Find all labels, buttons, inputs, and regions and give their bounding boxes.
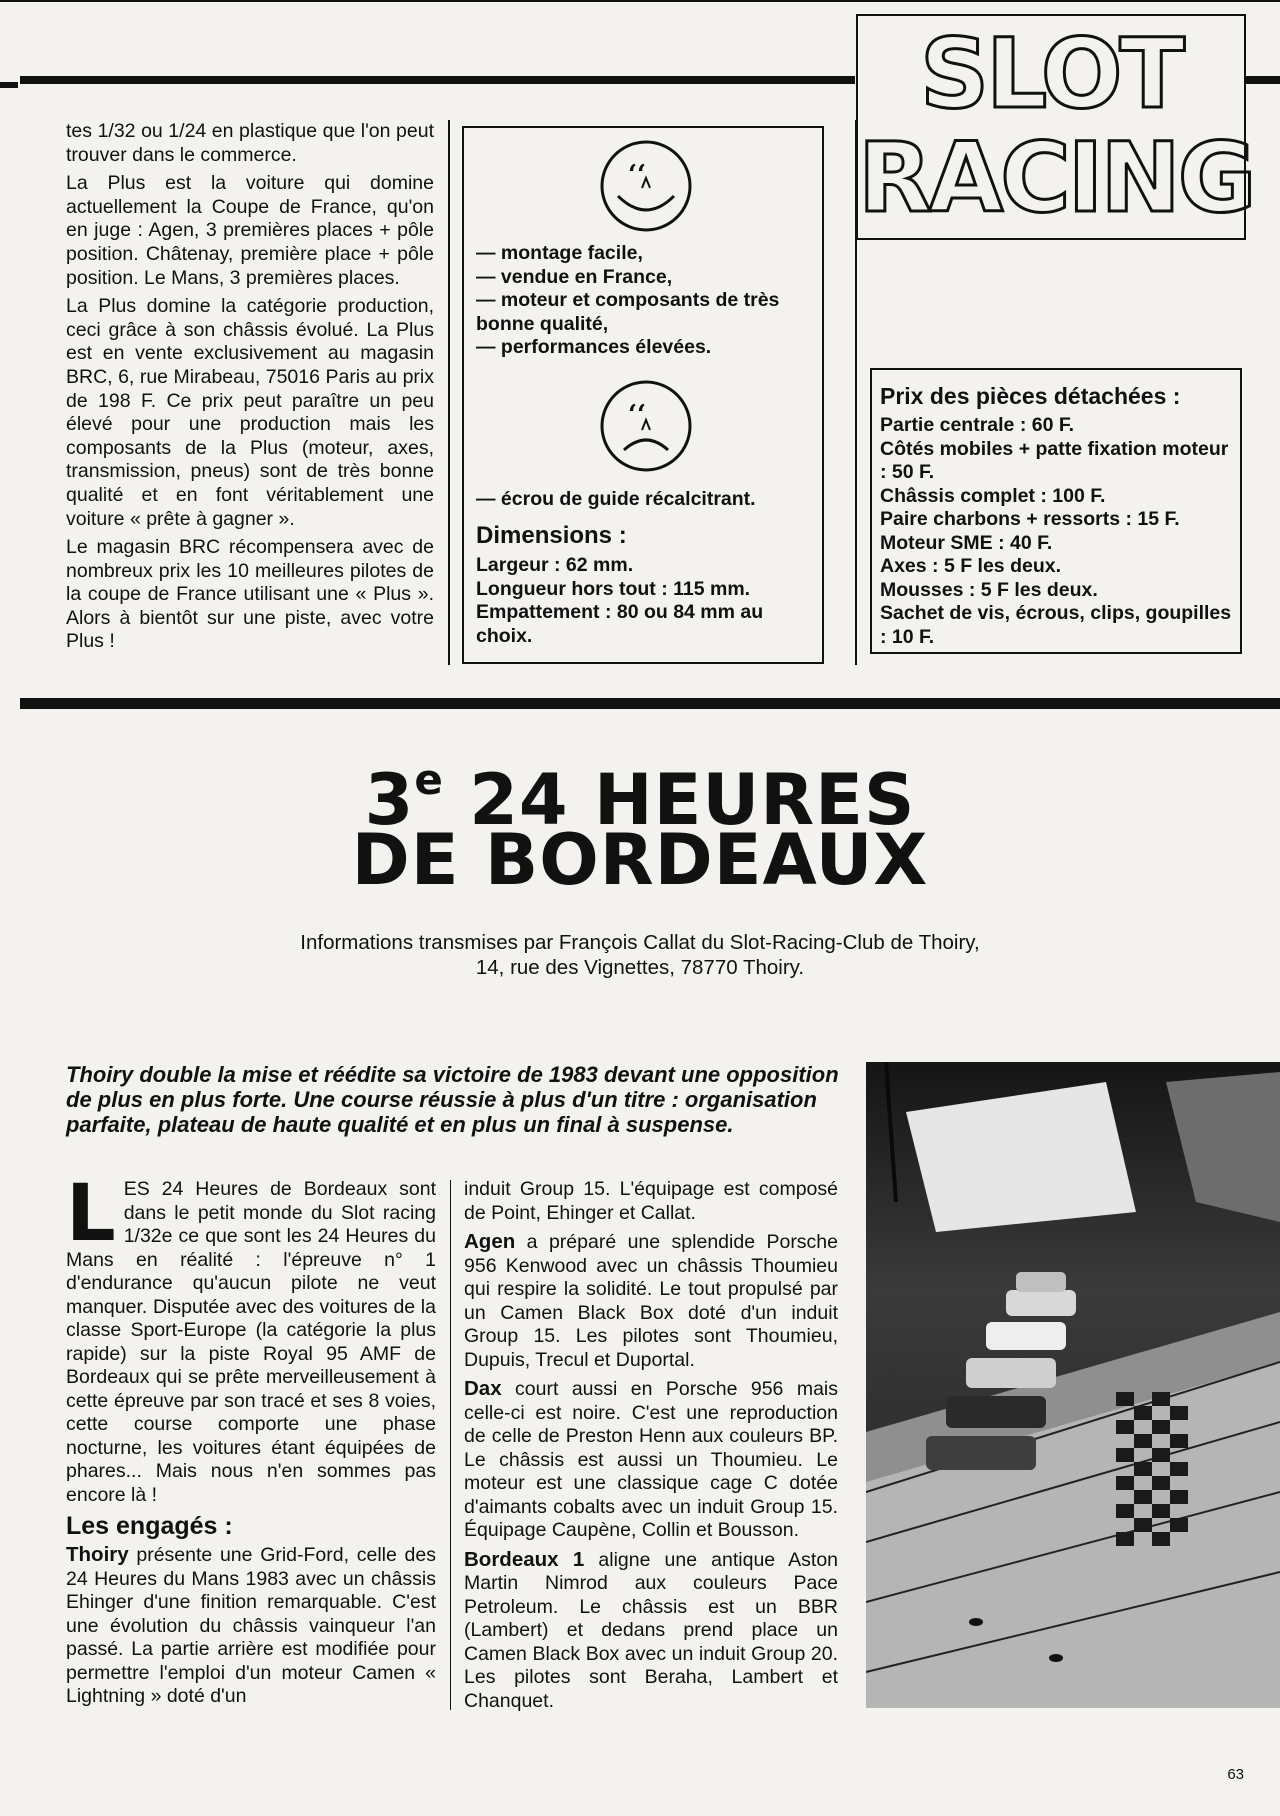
pro-item: — vendue en France, [476,265,673,288]
thoiry-keyword: Thoiry [66,1543,129,1566]
prix-item: Côtés mobiles + patte fixation moteur : 50 F. [880,437,1229,483]
drop-cap: L [66,1169,116,1259]
thoiry-text: présente une Grid-Ford, celle des 24 Heures du Mans 1983 avec un châssis Ehinger d'une finition remarquable. C'est une évolution du châssis vainqueur l'an passé. La partie arrière est modifiée pour permettre l'emploi d'un moteur Camen « Lightning » doté d'un [66,1544,436,1707]
dax-keyword: Dax [464,1377,502,1400]
pros-list [476,242,812,360]
article-lead: Thoiry double la mise et réédite sa victoire de 1983 devant une opposition de plus en plus forte. Une course réussie à plus d'un titre : organisation parfaite, plateau de haute qualité et en plus un final à suspense. [66,1062,839,1137]
dimensions-title: Dimensions : [476,522,627,549]
top-thin-rule [0,0,1280,2]
left-para-3: La Plus domine la catégorie production, ceci grâce à son châssis évolué. La Plus est en vente exclusivement au magasin BRC, 6, rue Mirabeau, 75016 Paris au prix de 198 F. Ce prix peut paraître un peu élevé pour une production mais les composants de la Plus (moteur, axes, transmission, pneus) sont de très bonne qualité et en font véritablement une voiture « prête à gagner ». [66,295,434,530]
article-title-line-2: DE BORDEAUX [351,819,929,901]
info-line-1: Informations transmises par François Callat du Slot-Racing-Club de Thoiry, [300,931,980,954]
agen-text: a préparé une splendide Porsche 956 Kenwood avec un châssis Thoumieu qui respire la solidité. Le tout propulsé par un Camen Black Box doté d'un induit Group 15. Les pilotes sont Thoumieu, Dupuis, Trecul et Duportal. [464,1231,838,1371]
prix-item: Sachet de vis, écrous, clips, goupilles : 10 F. [880,602,1232,648]
prix-item: Mousses : 5 F les deux. [880,578,1098,601]
column-divider-1 [448,120,450,665]
slot-track-photo-art [866,1062,1280,1708]
col2-start: induit Group 15. L'équipage est composé de Point, Ehinger et Callat. [464,1178,838,1224]
dax-para [464,1377,838,1543]
logo-line-racing: RACING [858,122,1254,234]
pro-item: — moteur et composants de très bonne qualité, [476,289,780,335]
prix-box [870,368,1242,654]
cons-list [476,488,812,512]
left-edge-mark [0,82,18,88]
title-superscript: e [414,755,444,804]
header-rule [20,76,855,84]
track-photo [866,1062,1280,1708]
svg-text:‘‘: ‘‘ [628,400,647,430]
section-rule [20,698,1280,709]
prix-item: Paire charbons + ressorts : 15 F. [880,508,1180,530]
dimensions-list [476,554,812,648]
thoiry-para [66,1543,436,1709]
article-column-1 [66,1169,436,1714]
svg-text:‘‘: ‘‘ [628,160,647,190]
article-intro [66,1169,436,1507]
title-number: 3 [364,759,415,841]
prix-title: Prix des pièces détachées : [880,383,1181,409]
title-rest: 24 HEURES [443,759,916,841]
bordeaux-text: aligne une antique Aston Martin Nimrod aux couleurs Pace Petroleum. Le châssis est un BBR (Lambert) et dedans prend place un Camen Black Box avec un induit Group 20. Les pilotes sont Beraha, Lambert et Chanquet. [464,1548,839,1712]
intro-text: ES 24 Heures de Bordeaux sont dans le petit monde du Slot racing 1/32e ce que sont les 24 Heures du Mans en réalité : l'épreuve n° 1 d'endurance qu'aucun pilote ne veut manquer. Disputée avec des voitures de la classe Sport-Europe (la catégorie la plus rapide) sur la piste Royal 95 AMF de Bordeaux qui se prête merveilleusement à cette épreuve par son tracé et ses 8 voies, cette course comporte une phase nocturne, les voitures étant équipées de phares... Mais nous n'en sommes pas encore là ! [66,1178,436,1506]
column-divider-2 [855,120,857,665]
logo-line-slot: SLOT [920,18,1182,130]
dimension-item: Empattement : 80 ou 84 mm au choix. [476,601,764,647]
left-para-1: tes 1/32 ou 1/24 en plastique que l'on peut trouver dans le commerce. [66,120,434,166]
smiley-sad-icon [598,378,694,474]
pro-item: — montage facile, [476,242,643,264]
info-line-2: 14, rue des Vignettes, 78770 Thoiry. [475,956,805,979]
dax-text: court aussi en Porsche 956 mais celle-ci est noire. C'est une reproduction de celle de Preston Henn aux couleurs BP. Le châssis est aussi un Thoumieu. Le moteur est une classique cage C dotée d'aimants cobalts avec un induit Group 15. Équipage Caupène, Collin et Bousson. [464,1378,838,1541]
prix-item: Châssis complet : 100 F. [880,484,1106,507]
page-number: 63 [1227,1766,1244,1783]
bordeaux-para [464,1548,838,1714]
prix-item: Moteur SME : 40 F. [880,531,1053,554]
prix-item: Axes : 5 F les deux. [880,555,1061,577]
agen-para [464,1230,838,1372]
pros-cons-box [462,126,824,664]
prix-list [880,414,1236,649]
dimension-item: Longueur hors tout : 115 mm. [476,577,751,600]
left-para-2: La Plus est la voiture qui domine actuellement la Coupe de France, qu'on en juge : Agen, 3 premières places + pôle position. Châtenay, première place + pôle position. Le Mans, 3 premières places. [66,172,434,289]
agen-keyword: Agen [464,1230,516,1253]
dimension-item: Largeur : 62 mm. [476,554,634,576]
bordeaux-keyword: Bordeaux 1 [464,1547,585,1571]
left-column [66,120,434,659]
header-rule-right [1245,76,1280,84]
subhead-engages: Les engagés : [66,1512,233,1540]
left-para-4: Le magasin BRC récompensera avec de nombreux prix les 10 meilleures pilotes de la coupe de France utilisant une « Plus ». Alors à bientôt sur une piste, avec votre Plus ! [66,536,434,653]
prix-item: Partie centrale : 60 F. [880,414,1075,436]
con-item: — écrou de guide récalcitrant. [476,488,756,510]
pro-item: — performances élevées. [476,336,712,358]
slot-racing-logo [856,14,1254,240]
article-column-2 [464,1178,838,1718]
column-divider-3 [450,1180,451,1710]
smiley-happy-icon [598,138,694,234]
